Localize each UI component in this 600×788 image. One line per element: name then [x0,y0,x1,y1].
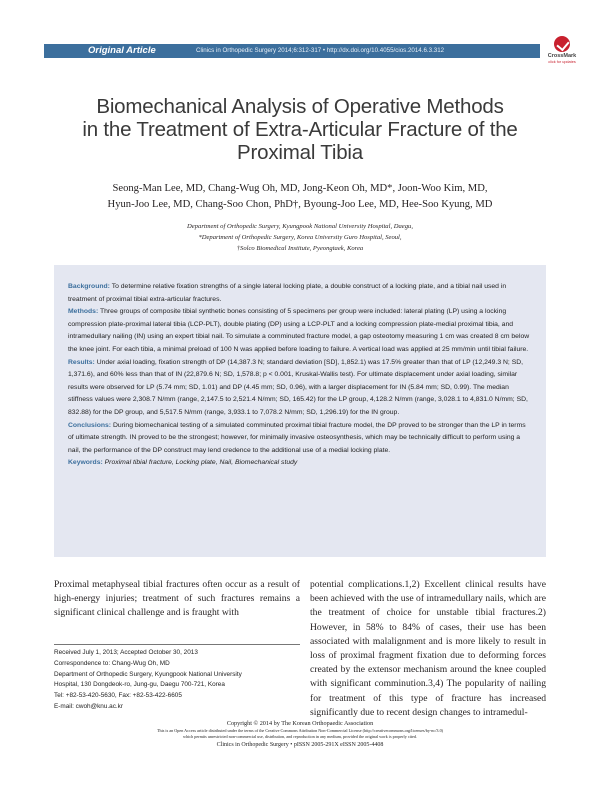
author-line: Hyun-Joo Lee, MD, Chang-Soo Chon, PhD†, Byoung-Joo Lee, MD, Hee-Soo Kyung, MD [107,199,493,210]
journal-header-bar [44,44,540,58]
abstract-keywords [68,457,532,470]
crossmark-word: CrossMark [547,53,577,59]
page-footer [54,719,546,750]
crossmark-icon [554,36,570,52]
note-email[interactable]: E-mail: cwoh@knu.ac.kr [54,702,123,710]
conclusions-label: Conclusions: [68,421,112,429]
intro-right-column [310,578,546,720]
article-title [40,95,560,164]
crossmark-badge[interactable] [546,36,576,68]
keywords-label: Keywords: [68,459,103,467]
note-line: Correspondence to: Chang-Wug Oh, MD [54,659,170,667]
keywords-text: Proximal tibial fracture, Locking plate, Nail, Biomechanical study [104,459,298,467]
background-label: Background: [68,283,110,290]
issn-line: Clinics in Orthopedic Surgery • pISSN 2005-291X eISSN 2005-4408 [216,742,384,748]
title-line: Proximal Tibia [237,141,363,164]
affiliation-line: †Solco Biomedical Institute, Pyeongtaek, Korea [236,245,364,252]
author-list [60,181,540,213]
abstract-background [68,281,532,306]
license-line: which permits unrestricted non-commercial use, distribution, and reproduction in any medium, provided the original work is properly cited. [182,734,418,739]
intro-paragraph-left: Proximal metaphyseal tibial fractures often occur as a result of high-energy injuries; treatment of such fractures remains a significant clinical challenge and is fraught with [54,579,300,619]
article-type-label: Original Article [88,45,156,56]
crossmark-sub: click for updates [548,60,576,64]
conclusions-text: During biomechanical testing of a simulated comminuted proximal tibial fracture model, the DP proved to be stronger than the LP in terms of ultimate strength. IN proved to be the strongest; however, for minimally invasive osteosynthesis, which may be technically difficult to perform using a nail, the performance of the DP construct may lend credence to the additional use of a medial locking plate. [68,421,526,454]
intro-left-column [54,578,300,621]
methods-text: Three groups of composite tibial synthetic bones consisting of 5 specimens per group were included: lateral plating (LP) using a locking compression plate-proximal lateral tibia (LCP-PLT), double plating (DP) using a LCP-PLT and a locking compression plate-medial proximal tibia, and intramedullary nailing (IN) using an expert tibial nail. To simulate a comminuted fracture model, a gap osteotomy measuring 1 cm was created 8 cm below the knee joint. For each tibia, a minimal preload of 100 N was applied before loading to failure. A vertical load was applied at 25 mm/min until tibial failure. [68,308,530,353]
affiliation-line: Department of Orthopedic Surgery, Kyungpook National University Hospital, Daegu, [187,223,413,230]
note-line: Tel: +82-53-420-5630, Fax: +82-53-422-6605 [54,692,182,700]
title-line: in the Treatment of Extra-Articular Fracture of the [82,118,518,141]
abstract-results [68,357,532,420]
abstract-methods [68,306,532,356]
background-text: To determine relative fixation strengths of a single lateral locking plate, a double construct of a locking plate, and a tibial nail used in treatment of proximal tibial extra-articular fractures. [68,283,507,303]
journal-citation-doi[interactable]: Clinics in Orthopedic Surgery 2014;6:312-317 • http://dx.doi.org/10.4055/cios.2014.6.3.312 [196,47,445,54]
author-line: Seong-Man Lee, MD, Chang-Wug Oh, MD, Jong-Keon Oh, MD*, Joon-Woo Kim, MD, [112,183,488,194]
results-text: Under axial loading, fixation strength of DP (14,387.3 N; standard deviation [SD], 1,852.1) was 17.5% greater than that of LP (12,249.3 N; SD, 1,371.6), and 60% less than that of IN (22,879.6 N; SD, 1,578.8; p < 0.001, Kruskal-Wallis test). For ultimate displacement under axial loading, similar results were observed for LP (5.74 mm; SD, 1.01) and DP (4.45 mm; SD, 0.96), with a larger displacement for IN (5.84 mm; SD, 0.99). The median stiffness values were 2,308.7 N/mm (range, 2,147.5 to 2,521.4 N/mm; SD, 165.42) for the LP group, 4,128.2 N/mm (range, 3,028.1 to 4,831.0 N/mm; SD, 832.88) for the DP group, and 5,517.5 N/mm (range, 3,933.1 to 7,078.2 N/mm; SD, 1,296.19) for the IN group. [68,358,528,416]
intro-paragraph-right: potential complications.1,2) Excellent clinical results have been achieved with the use of intramedullary nails, which are the treatment of choice for unstable tibial fractures.2) However, in 58% to 84% of cases, their use has been associated with malalignment and is more likely to result in loss of proximal fragment fixation due to deforming forces created by the extensor mechanism around the knee coupled with significant comminution.3,4) The popularity of nailing for treatment of this type of fracture has increased significantly due to recent design changes to intramedul- [310,579,546,718]
notes-divider [54,644,300,645]
affiliations [60,221,540,254]
title-line: Biomechanical Analysis of Operative Methods [96,95,504,118]
abstract-box [54,265,546,557]
methods-label: Methods: [68,308,99,316]
abstract-conclusions [68,420,532,458]
license-line: This is an Open Access article distributed under the terms of the Creative Commons Attribution Non-Commercial License (http://creativecommons.org/licenses/by-nc/3.0) [156,728,444,733]
copyright-line: Copyright © 2014 by The Korean Orthopaedic Association [226,720,374,727]
correspondence-notes [54,648,300,713]
results-label: Results: [68,358,95,366]
note-line: Received July 1, 2013; Accepted October 30, 2013 [54,649,198,656]
affiliation-line: *Department of Orthopedic Surgery, Korea University Guro Hospital, Seoul, [198,234,402,241]
note-line: Department of Orthopedic Surgery, Kyungpook National University [54,670,242,678]
note-line: Hospital, 130 Dongdeok-ro, Jung-gu, Daegu 700-721, Korea [54,681,225,689]
